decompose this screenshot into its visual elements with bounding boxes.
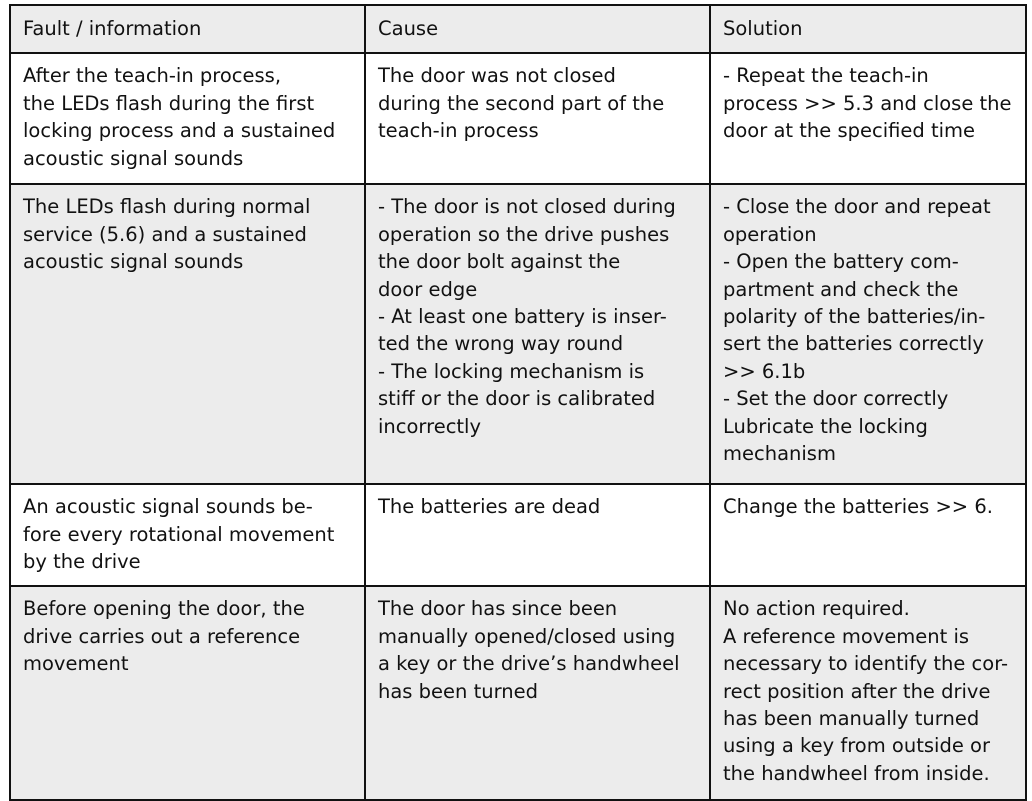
cause-cell: The batteries are dead	[365, 484, 710, 586]
fault-cell: The LEDs flash during normal service (5.6) and a sustained acoustic signal sounds	[10, 184, 365, 484]
table-body	[10, 53, 1026, 800]
fault-cell: After the teach-in process, the LEDs flash during the first locking process and a sustained acoustic signal sounds	[10, 53, 365, 184]
header-solution: Solution	[710, 5, 1026, 53]
table-row	[10, 586, 1026, 800]
cause-cell: The door was not closed during the second part of the teach-in process	[365, 53, 710, 184]
table-row	[10, 184, 1026, 484]
header-row	[10, 5, 1026, 53]
troubleshooting-table	[9, 4, 1027, 801]
solution-cell: Change the batteries >> 6.	[710, 484, 1026, 586]
table-row	[10, 484, 1026, 586]
solution-cell: - Repeat the teach-in process >> 5.3 and close the door at the specified time	[710, 53, 1026, 184]
solution-cell: - Close the door and repeat operation - Open the battery com- partment and check the polarity of the batteries/in- sert the batteries correctly >> 6.1b - Set the door correctly Lubricate the locking mechanism	[710, 184, 1026, 484]
header-cause: Cause	[365, 5, 710, 53]
fault-cell: Before opening the door, the drive carries out a reference movement	[10, 586, 365, 800]
cause-cell: The door has since been manually opened/closed using a key or the drive’s handwheel has been turned	[365, 586, 710, 800]
cause-cell: - The door is not closed during operation so the drive pushes the door bolt against the door edge - At least one battery is inser- ted the wrong way round - The locking mechanism is stiff or the door is calibrated incorrectly	[365, 184, 710, 484]
fault-cell: An acoustic signal sounds be- fore every rotational movement by the drive	[10, 484, 365, 586]
header-fault: Fault / information	[10, 5, 365, 53]
table-header	[10, 5, 1026, 53]
solution-cell: No action required. A reference movement is necessary to identify the cor- rect position after the drive has been manually turned using a key from outside or the handwheel from inside.	[710, 586, 1026, 800]
table-row	[10, 53, 1026, 184]
